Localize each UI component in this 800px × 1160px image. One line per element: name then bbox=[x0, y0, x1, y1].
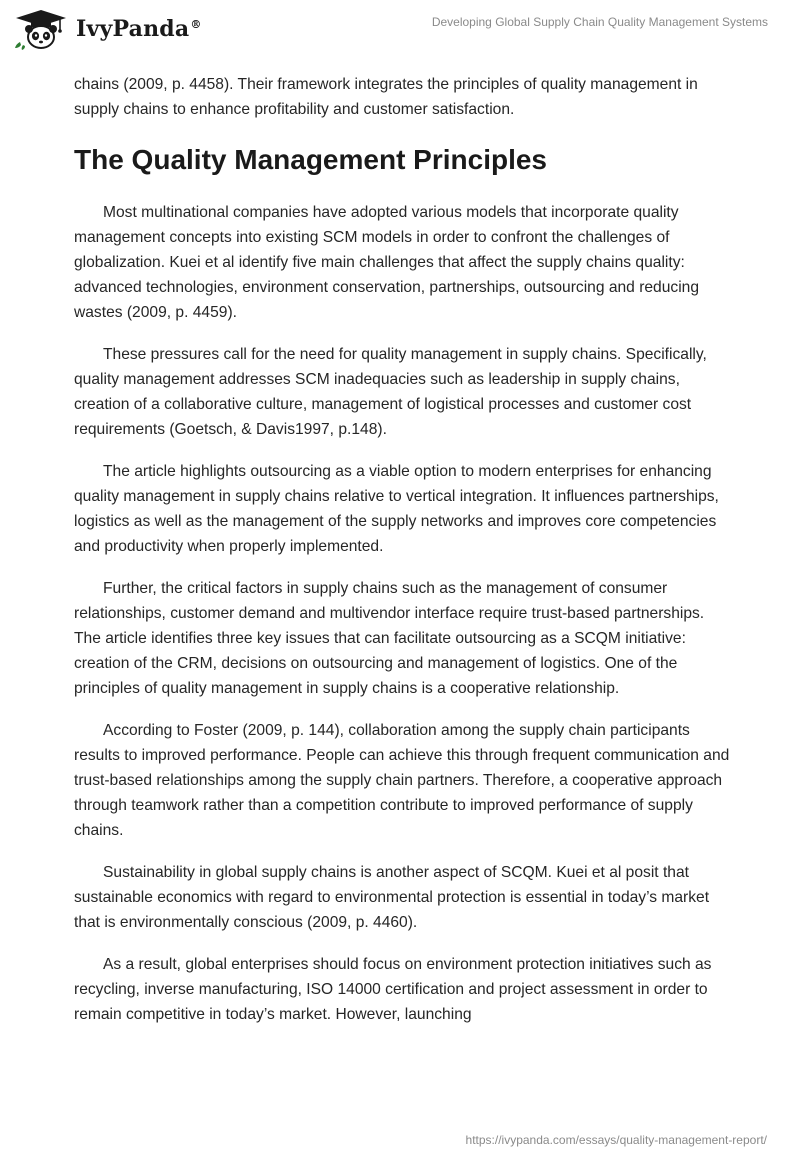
section-heading: The Quality Management Principles bbox=[74, 144, 548, 175]
essay-content bbox=[74, 72, 734, 1044]
paragraph: According to Foster (2009, p. 144), collaboration among the supply chain participants results to improved performance. People can achieve this through frequent communication and trust-based relationships among the supply chain partners. Therefore, a cooperative approach through teamwork rather than a competition contribute to improved performance of supply chains. bbox=[74, 722, 730, 839]
brand-name: IvyPanda® bbox=[76, 16, 202, 42]
paragraph: These pressures call for the need for quality management in supply chains. Specifically, quality management addresses SCM inadequacies such as leadership in supply chains, creation of a collaborative culture, management of logistical processes and customer cost requirements (Goetsch, & Davis1997, p.148). bbox=[74, 346, 707, 438]
paragraph: The article highlights outsourcing as a viable option to modern enterprises for enhancing quality management in supply chains relative to vertical integration. It influences partnerships, logistics as well as the management of the supply networks and improves core competencies and productivity when properly implemented. bbox=[74, 463, 719, 555]
ivypanda-logo[interactable] bbox=[14, 8, 202, 50]
source-url[interactable]: https://ivypanda.com/essays/quality-management-report/ bbox=[465, 1133, 767, 1147]
page-header bbox=[0, 0, 800, 62]
paragraph: As a result, global enterprises should focus on environment protection initiatives such as recycling, inverse manufacturing, ISO 14000 certification and project assessment in order to remain competitive in today’s market. However, launching bbox=[74, 956, 712, 1023]
lead-paragraph: chains (2009, p. 4458). Their framework integrates the principles of quality management in supply chains to enhance profitability and customer satisfaction. bbox=[74, 76, 698, 118]
document-title: Developing Global Supply Chain Quality Management Systems bbox=[431, 15, 768, 29]
panda-graduation-icon bbox=[14, 8, 68, 50]
registered-mark: ® bbox=[190, 17, 202, 31]
paragraph: Most multinational companies have adopted various models that incorporate quality management concepts into existing SCM models in order to confront the challenges of globalization. Kuei et al identify five main challenges that affect the supply chains quality: advanced technologies, environment conservation, partnerships, outsourcing and reducing wastes (2009, p. 4459). bbox=[74, 204, 700, 321]
paragraph: Further, the critical factors in supply chains such as the management of consumer relationships, customer demand and multivendor interface require trust-based partnerships. The article identifies three key issues that can facilitate outsourcing as a SCQM initiative: creation of the CRM, decisions on outsourcing and management of logistics. One of the principles of quality management in supply chains is a cooperative relationship. bbox=[74, 580, 705, 697]
paragraph: Sustainability in global supply chains is another aspect of SCQM. Kuei et al posit that sustainable economics with regard to environmental protection is essential in today’s market that is environmentally conscious (2009, p. 4460). bbox=[74, 864, 710, 931]
